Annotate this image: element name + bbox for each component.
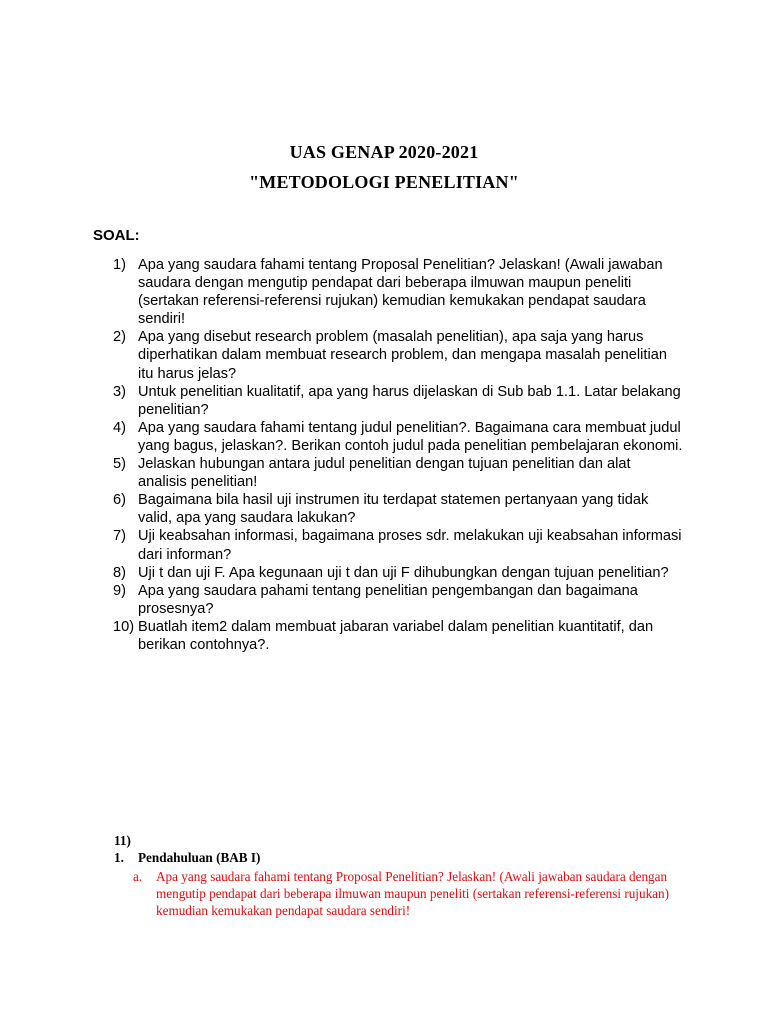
question-number: 10) [113,618,135,635]
question-text: Apa yang saudara fahami tentang Proposal Penelitian? Jelaskan! (Awali jawaban saudara dengan mengutip pendapat dari beberapa ilmuwan maupun peneliti (sertakan referensi-referensi rujukan) kemudian kemukakan pendapat saudara sendiri! [138,257,663,328]
section-title: Pendahuluan (BAB I) [138,850,261,865]
question-item [113,256,683,328]
document-title: UAS GENAP 2020-2021 [289,142,479,162]
sub-question-text: Apa yang saudara fahami tentang Proposal Penelitian? Jelaskan! (Awali jawaban saudara dengan mengutip pendapat dari beberapa ilmuwan maupun peneliti (sertakan referensi-referensi rujukan) kemudian kemukakan pendapat saudara sendiri! [156,869,669,918]
sub-question [114,868,674,919]
question-text: Apa yang saudara fahami tentang judul penelitian?. Bagaimana cara membuat judul yang bagus, jelaskan?. Berikan contoh judul pada penelitian pembelajaran ekonomi. [138,419,683,454]
question-item [113,419,683,455]
question-list [113,256,683,654]
document-subtitle: "METODOLOGI PENELITIAN" [249,172,519,192]
question-number: 2) [113,329,126,346]
question-number: 8) [113,564,126,581]
question-item [113,564,683,582]
question-text: Buatlah item2 dalam membuat jabaran variabel dalam penelitian kuantitatif, dan berikan contohnya?. [138,618,654,653]
question-number: 3) [113,383,126,400]
question-text: Jelaskan hubungan antara judul penelitian dengan tujuan penelitian dan alat analisis penelitian! [138,456,631,491]
soal-label: SOAL: [93,227,140,244]
question-item [113,383,683,419]
question-text: Untuk penelitian kualitatif, apa yang harus dijelaskan di Sub bab 1.1. Latar belakang penelitian? [138,383,681,418]
question-item [113,455,683,491]
question-item [113,582,683,618]
question-text: Uji keabsahan informasi, bagaimana proses sdr. melakukan uji keabsahan informasi dari informan? [138,528,682,563]
section-heading [114,849,674,866]
question-text: Uji t dan uji F. Apa kegunaan uji t dan uji F dihubungkan dengan tujuan penelitian? [138,564,669,581]
question-number: 5) [113,456,126,473]
question-number: 9) [113,582,126,599]
question-number: 7) [113,528,126,545]
question-item [113,527,683,563]
answer-section-number: 11) [114,833,131,848]
question-number: 1) [113,257,126,273]
sub-question-letter: a. [133,869,143,884]
section-number: 1. [114,850,124,865]
question-item [113,491,683,527]
question-number: 4) [113,419,126,436]
question-text: Apa yang saudara pahami tentang penelitian pengembangan dan bagaimana prosesnya? [138,582,638,617]
question-item [113,328,683,382]
question-text: Apa yang disebut research problem (masalah penelitian), apa saja yang harus diperhatikan dalam membuat research problem, dan mengapa masalah penelitian itu harus jelas? [138,329,667,382]
question-item [113,618,683,654]
question-number: 6) [113,492,126,509]
answer-section [114,832,674,919]
question-text: Bagaimana bila hasil uji instrumen itu terdapat statemen pertanyaan yang tidak valid, apa yang saudara lakukan? [138,492,649,527]
